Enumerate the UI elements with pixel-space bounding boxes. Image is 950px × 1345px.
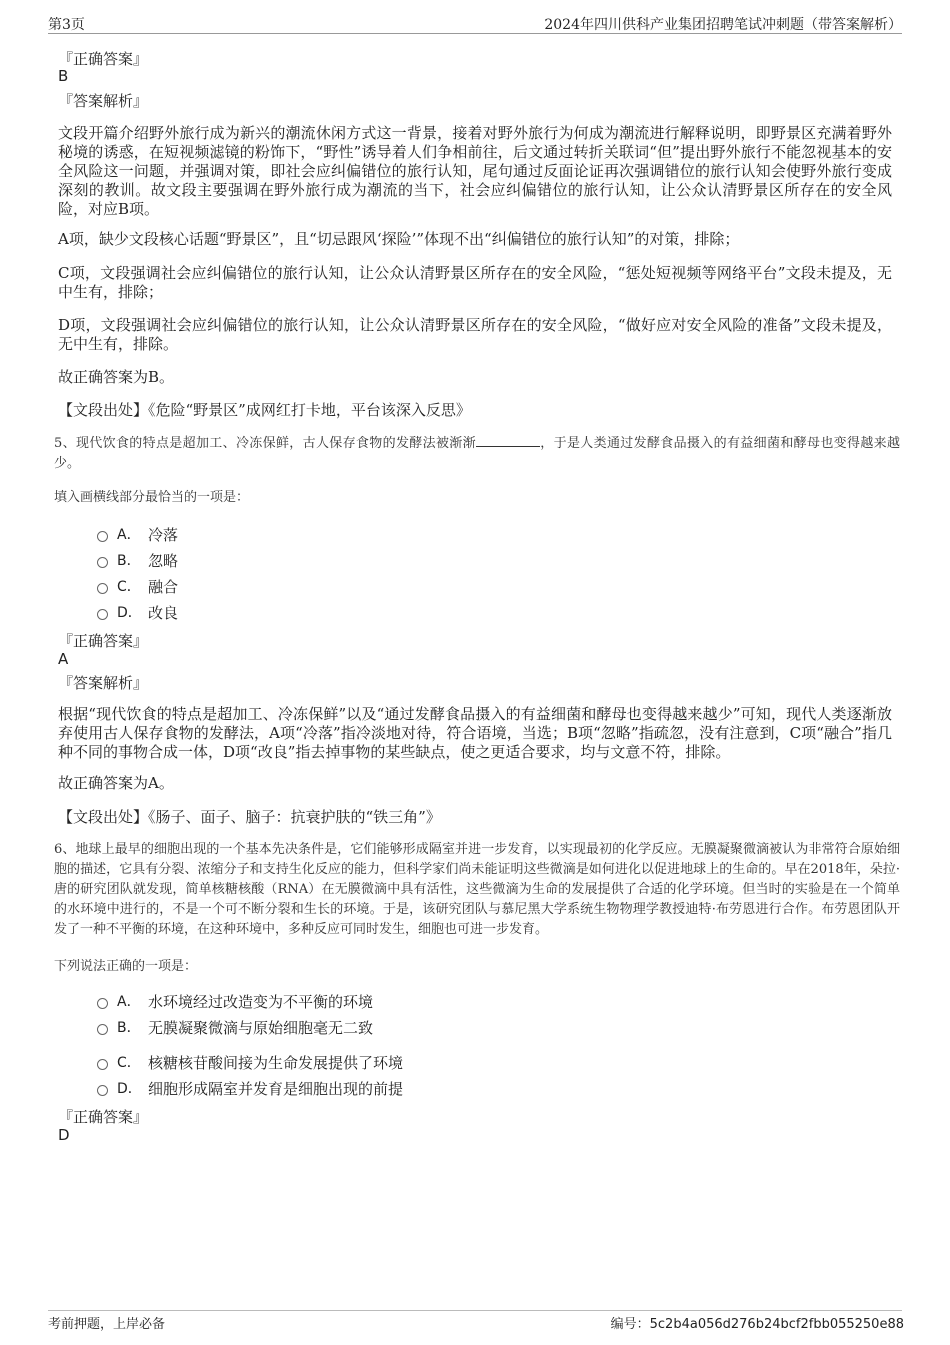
q5-stem: 5、现代饮食的特点是超加工、冷冻保鲜，古人保存食物的发酵法被渐渐 ，于是人类通过发酵食品摄入的有益细菌和酵母也变得越来越少。: [54, 436, 900, 471]
radio-icon[interactable]: [97, 998, 108, 1009]
q5-analysis-label: 『答案解析』: [58, 674, 149, 692]
q5-option-c[interactable]: C． 融合: [97, 576, 178, 596]
q5-answer: A: [58, 650, 69, 668]
q4-option-a-analysis: A项，缺少文段核心话题“野景区”，且“切忌跟风‘探险’”体现不出“纠偏错位的旅行认知”的对策，排除；: [58, 230, 740, 248]
radio-icon[interactable]: [97, 583, 108, 594]
radio-icon[interactable]: [97, 1024, 108, 1035]
footer-slogan: 考前押题，上岸必备: [48, 1317, 166, 1332]
q4-answer: B: [58, 67, 69, 85]
q5-answer-label: 『正确答案』: [58, 632, 149, 650]
q6-answer: D: [58, 1126, 70, 1144]
header-divider: [48, 33, 902, 34]
q5-analysis-paragraph: 根据“现代饮食的特点是超加工、冷冻保鲜”以及“通过发酵食品摄入的有益细菌和酵母也变得越来越少”可知，现代人类逐渐放弃使用古人保存食物的发酵法，A项“冷落”指冷淡地对待，符合语境，当选；B项“忽略”指疏忽，没有注意到，C项“融合”指几种不同的事物合成一体，D项“改良”指去掉事物的某些缺点，使之更适合要求，均与文意不符，排除。: [58, 705, 892, 761]
q5-option-d[interactable]: D． 改良: [97, 602, 178, 622]
page-number: 第3页: [48, 17, 85, 33]
radio-icon[interactable]: [97, 609, 108, 620]
q4-option-d-analysis: D项，文段强调社会应纠偏错位的旅行认知，让公众认清野景区所存在的安全风险，“做好应对安全风险的准备”文段未提及，无中生有，排除。: [58, 316, 892, 353]
q6-option-d[interactable]: D． 细胞形成隔室并发育是细胞出现的前提: [97, 1078, 403, 1098]
q6-option-b[interactable]: B． 无膜凝聚微滴与原始细胞毫无二致: [97, 1017, 373, 1037]
q5-option-a[interactable]: A． 冷落: [97, 524, 178, 544]
q4-analysis-label: 『答案解析』: [58, 92, 149, 110]
q4-conclusion: 故正确答案为B。: [58, 368, 175, 386]
footer-divider: [48, 1310, 902, 1311]
q4-analysis-paragraph: 文段开篇介绍野外旅行成为新兴的潮流休闲方式这一背景，接着对野外旅行为何成为潮流进行解释说明，即野景区充满着野外秘境的诱惑，在短视频滤镜的粉饰下，“野性”诱导着人们争相前往，后文通过转折关联词“但”提出野外旅行不能忽视基本的安全风险这一问题，并强调对策，即社会应纠偏错位的旅行认知，尾句通过反面论证再次强调错位的旅行认知会使野外旅行变成深刻的教训。故文段主要强调在野外旅行成为潮流的当下，社会应纠偏错位的旅行认知，让公众认清野景区所存在的安全风险，对应B项。: [58, 124, 892, 218]
q6-option-c[interactable]: C． 核糖核苷酸间接为生命发展提供了环境: [97, 1052, 403, 1072]
q6-answer-label: 『正确答案』: [58, 1108, 149, 1126]
radio-icon[interactable]: [97, 1059, 108, 1070]
document-code: 编号：5c2b4a056d276b24bcf2fbb055250e88: [610, 1317, 904, 1332]
radio-icon[interactable]: [97, 531, 108, 542]
radio-icon[interactable]: [97, 557, 108, 568]
q5-conclusion: 故正确答案为A。: [58, 774, 174, 792]
q5-prompt: 填入画横线部分最恰当的一项是：: [54, 490, 250, 505]
q6-prompt: 下列说法正确的一项是：: [54, 959, 198, 974]
q5-option-b[interactable]: B． 忽略: [97, 550, 178, 570]
q5-source: 【文段出处】《肠子、面子、脑子：抗衰护肤的“铁三角”》: [58, 808, 441, 826]
q4-option-c-analysis: C项，文段强调社会应纠偏错位的旅行认知，让公众认清野景区所存在的安全风险，“惩处短视频等网络平台”文段未提及，无中生有，排除；: [58, 264, 892, 301]
fill-blank: [476, 434, 540, 447]
q4-source: 【文段出处】《危险“野景区”成网红打卡地，平台该深入反思》: [58, 401, 471, 419]
radio-icon[interactable]: [97, 1085, 108, 1096]
document-title: 2024年四川供科产业集团招聘笔试冲刺题（带答案解析）: [544, 17, 902, 33]
q6-option-a[interactable]: A． 水环境经过改造变为不平衡的环境: [97, 991, 373, 1011]
q4-answer-label: 『正确答案』: [58, 50, 149, 68]
q6-stem: 6、地球上最早的细胞出现的一个基本先决条件是，它们能够形成隔室并进一步发育，以实现最初的化学反应。无膜凝聚微滴被认为非常符合原始细胞的描述，它具有分裂、浓缩分子和支持生化反应的能力，但科学家们尚未能证明这些微滴是如何进化以促进地球上的生命的。早在2018年，朵拉·唐的研究团队就发现，简单核糖核酸（RNA）在无膜微滴中具有活性，这些微滴为生命的发展提供了合适的化学环境。但当时的实验是在一个简单的水环境中进行的，不是一个可不断分裂和生长的环境。于是，该研究团队与慕尼黑大学系统生物物理学教授迪特·布劳恩进行合作。布劳恩团队开发了一种不平衡的环境，在这种环境中，多种反应可同时发生，细胞也可进一步发育。: [54, 842, 900, 937]
